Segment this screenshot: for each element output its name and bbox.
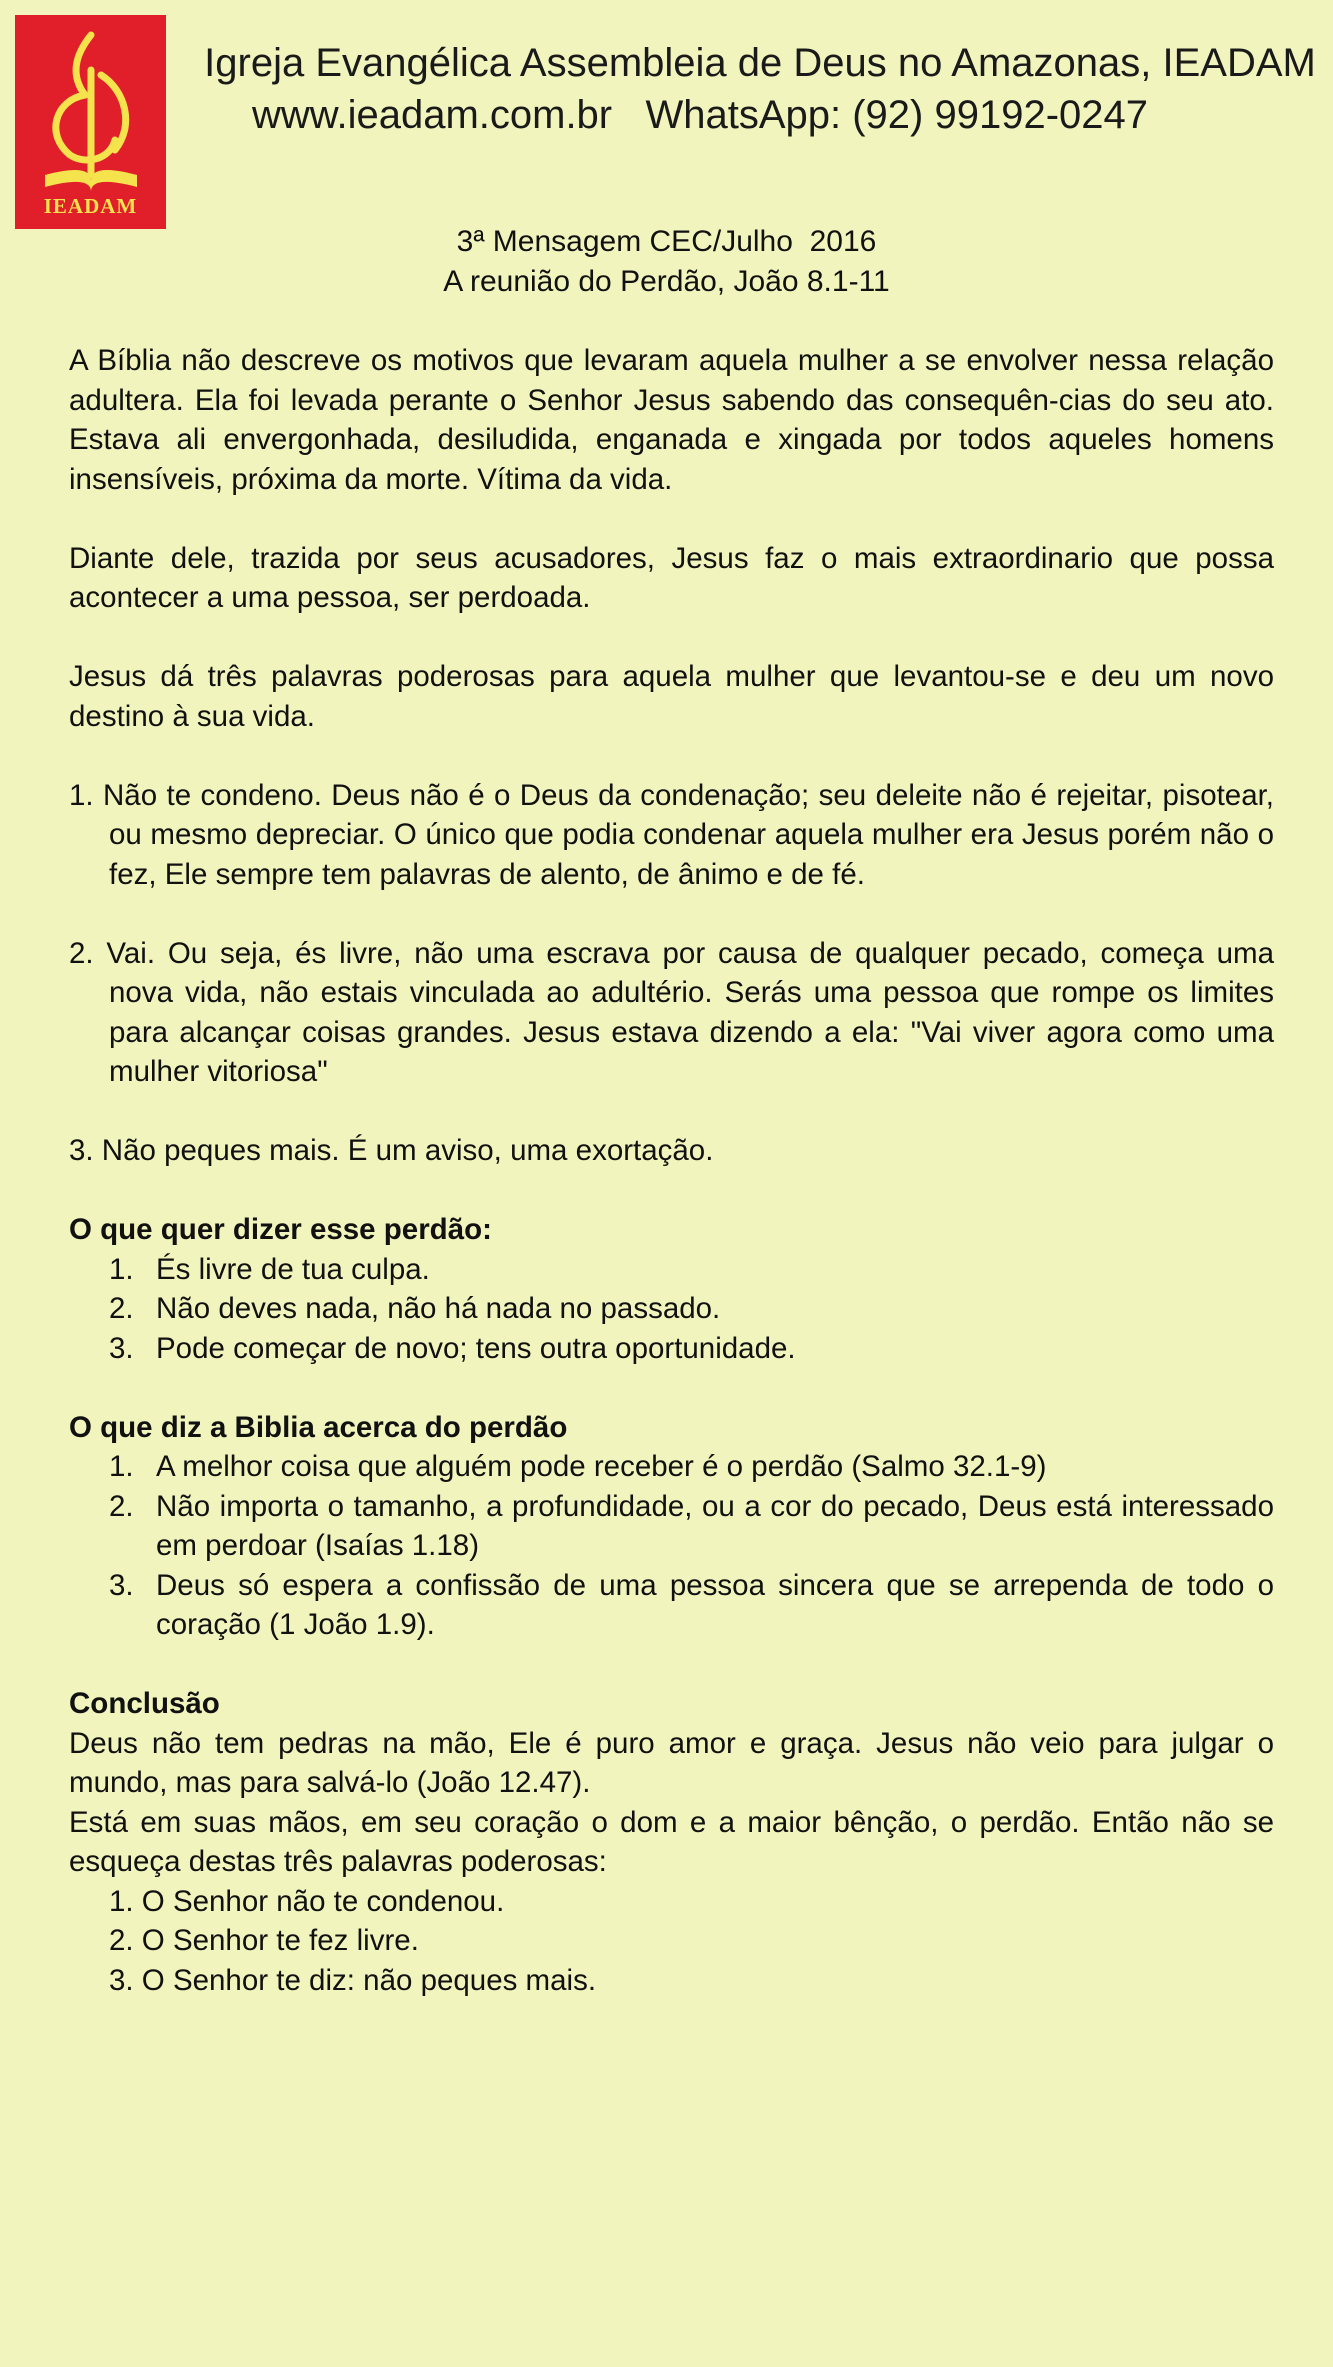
list-item: 3. O Senhor te diz: não peques mais.	[109, 1963, 597, 1997]
paragraph: A Bíblia não descreve os motivos que levaram aquela mulher a se envolver nessa relação adultera. Ela foi levada perante o Senhor Jesus sabendo das consequên-cias do seu ato. Estava ali envergonhada, desiludida, enganada e xingada por todos aqueles homens insensíveis, próxima da morte. Vítima da vida.	[69, 344, 1274, 496]
conclusion-text: Está em suas mãos, em seu coração o dom e a maior bênção, o perdão. Então não se esqueça destas três palavras poderosas:	[69, 1805, 1274, 1878]
conclusion-heading: Conclusão	[69, 1687, 220, 1720]
list-text: Pode começar de novo; tens outra oportunidade.	[156, 1331, 796, 1365]
list-text: Não importa o tamanho, a profundidade, ou a cor do pecado, Deus está interessado em perdoar (Isaías 1.18)	[156, 1489, 1274, 1562]
list-number: 1.	[109, 1450, 134, 1483]
logo-text: IEADAM	[43, 194, 138, 218]
list-text: És livre de tua culpa.	[156, 1252, 430, 1286]
message-title: A reunião do Perdão, João 8.1-11	[443, 265, 890, 298]
list-item	[69, 1566, 1274, 1645]
message-body	[69, 341, 1274, 2000]
meaning-list	[69, 1250, 1274, 1369]
list-item	[69, 1447, 1274, 1487]
message-series: 3ª Mensagem CEC/Julho 2016	[456, 225, 877, 258]
section-heading: O que quer dizer esse perdão:	[69, 1213, 492, 1246]
section-heading: O que diz a Biblia acerca do perdão	[69, 1410, 568, 1444]
list-number: 2.	[109, 1292, 134, 1325]
list-text: Não deves nada, não há nada no passado.	[156, 1292, 721, 1325]
list-item	[69, 1289, 1274, 1329]
bible-list	[69, 1447, 1274, 1645]
list-number: 3.	[109, 1331, 134, 1365]
list-item	[69, 1329, 1274, 1369]
list-item: 2. O Senhor te fez livre.	[109, 1924, 419, 1957]
list-item: 1. O Senhor não te condenou.	[109, 1884, 505, 1918]
list-item	[69, 1487, 1274, 1566]
point-item: 2. Vai. Ou seja, és livre, não uma escrava por causa de qualquer pecado, começa uma nova vida, não estais vinculada ao adultério. Serás uma pessoa que rompe os limites para alcançar coisas grandes. Jesus estava dizendo a ela: "Vai viver agora como uma mulher vitoriosa"	[69, 936, 1274, 1088]
list-item	[69, 1250, 1274, 1290]
church-name: Igreja Evangélica Assembleia de Deus no Amazonas, IEADAM	[204, 41, 1316, 85]
point-item: 3. Não peques mais. É um aviso, uma exortação.	[69, 1134, 714, 1167]
list-text: Deus só espera a confissão de uma pessoa sincera que se arrependa de todo o coração (1 João 1.9).	[156, 1568, 1274, 1641]
list-number: 2.	[109, 1489, 134, 1523]
ieadam-logo	[15, 15, 166, 229]
paragraph: Diante dele, trazida por seus acusadores, Jesus faz o mais extraordinario que possa acontecer a uma pessoa, ser perdoada.	[69, 541, 1274, 614]
point-item: 1. Não te condeno. Deus não é o Deus da condenação; seu deleite não é rejeitar, pisotear, ou mesmo depreciar. O único que podia condenar aquela mulher era Jesus porém não o fez, Ele sempre tem palavras de alento, de ânimo e de fé.	[69, 778, 1274, 891]
conclusion-list	[69, 1882, 1274, 2001]
contact-info: www.ieadam.com.br WhatsApp: (92) 99192-0247	[252, 93, 1148, 137]
list-number: 3.	[109, 1568, 134, 1602]
list-number: 1.	[109, 1252, 134, 1286]
list-text: A melhor coisa que alguém pode receber é o perdão (Salmo 32.1-9)	[156, 1450, 1047, 1483]
paragraph: Jesus dá três palavras poderosas para aquela mulher que levantou-se e deu um novo destino à sua vida.	[69, 660, 1274, 733]
conclusion-text: Deus não tem pedras na mão, Ele é puro amor e graça. Jesus não veio para julgar o mundo, mas para salvá-lo (João 12.47).	[69, 1726, 1274, 1799]
